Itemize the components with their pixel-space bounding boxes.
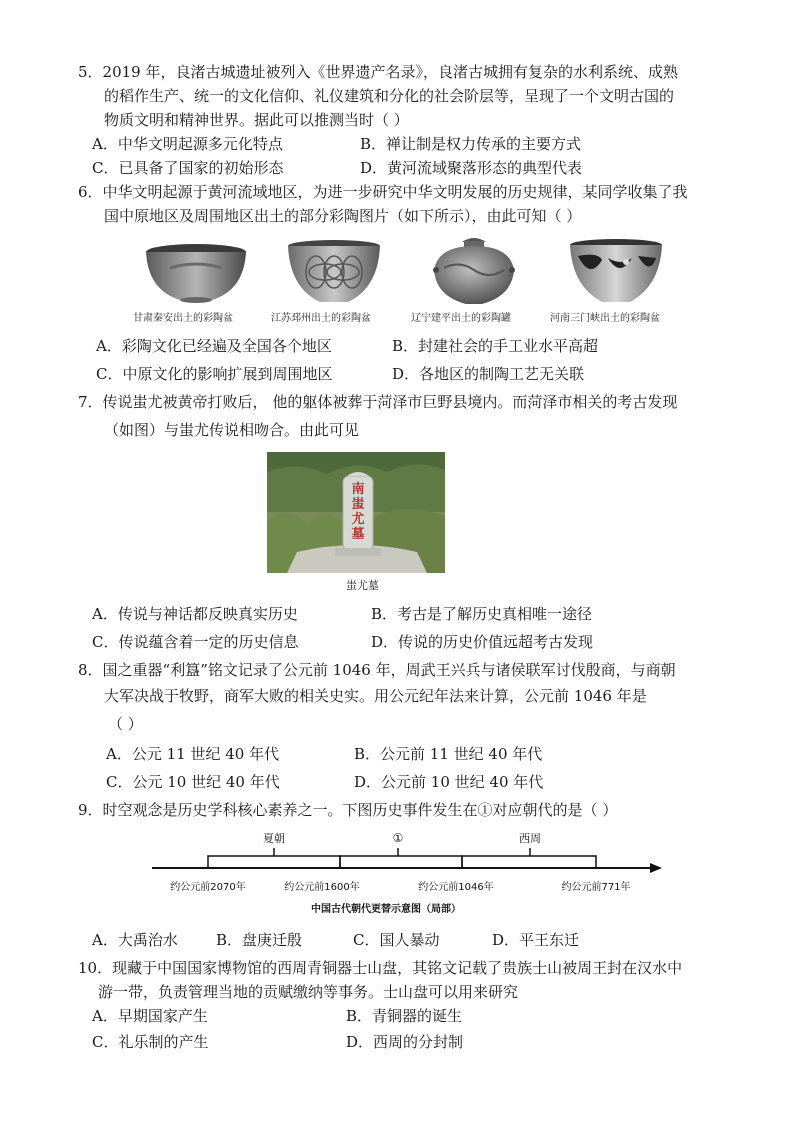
painted-pottery-basin-jiangsu-image [284,238,384,306]
question-6-option-b[interactable]: B．封建社会的手工业水平高超 [392,337,599,355]
timeline-caption: 中国古代朝代更替示意图（局部） [311,904,461,915]
chiyou-tomb-photo [267,452,445,573]
question-10-option-d[interactable]: D．西周的分封制 [346,1033,464,1051]
period-label-western-zhou: 西周 [519,832,541,845]
question-10-option-b[interactable]: B．青铜器的诞生 [346,1007,463,1025]
question-5-option-a[interactable]: A．中华文明起源多元化特点 [92,135,283,153]
question-5-option-b[interactable]: B．禅让制是权力传承的主要方式 [360,135,582,153]
question-8-option-a[interactable]: A．公元 11 世纪 40 年代 [106,745,280,763]
question-5-stem-line-3: 物质文明和精神世界。据此可以推测当时（ ） [104,111,409,129]
question-6-stem-line-2: 国中原地区及周围地区出土的部分彩陶图片（如下所示），由此可知（ ） [104,207,582,225]
date-label-2: 约公元前1600年 [284,882,360,893]
stone-inscription: 南蚩尤墓 [351,482,365,542]
question-8-option-c[interactable]: C．公元 10 世纪 40 年代 [106,773,280,791]
date-label-1: 约公元前2070年 [170,882,246,893]
question-7-stem-line-1: 7．传说蚩尤被黄帝打败后， 他的躯体被葬于菏泽市巨野县境内。而菏泽市相关的考古发现 [78,393,678,411]
question-7-option-d[interactable]: D．传说的历史价值远超考古发现 [371,633,594,651]
question-5-stem-line-2: 的稻作生产、统一的文化信仰、礼仪建筑和分化的社会阶层等，呈现了一个文明古国的 [104,87,675,105]
period-label-xia: 夏朝 [263,832,285,845]
question-6-option-a[interactable]: A．彩陶文化已经遍及全国各个地区 [96,337,332,355]
question-8-stem-line-3: （ ） [108,715,143,733]
dynasty-timeline-diagram [150,826,670,922]
question-8-stem-line-2: 大军决战于牧野，商军大败的相关史实。用公元纪年法来计算，公元前 1046 年是 [104,687,647,705]
question-10-stem-line-2: 游一带，负责管理当地的贡赋缴纳等事务。士山盘可以用来研究 [98,983,519,1001]
question-6-option-d[interactable]: D．各地区的制陶工艺无关联 [392,365,585,383]
question-5-option-d[interactable]: D．黄河流域聚落形态的典型代表 [360,159,583,177]
question-7-option-a[interactable]: A．传说与神话都反映真实历史 [92,605,298,623]
question-8-option-b[interactable]: B．公元前 11 世纪 40 年代 [354,745,543,763]
question-9-option-c[interactable]: C．国人暴动 [353,931,440,949]
date-label-4: 约公元前771年 [561,882,631,893]
question-7-stem-line-2: （如图）与蚩尤传说相吻合。由此可见 [104,421,360,439]
question-8-stem-line-1: 8．国之重器“利簋”铭文记录了公元前 1046 年，周武王兴兵与诸侯联军讨伐殷商，与商朝 [78,661,676,679]
question-6-stem-line-1: 6．中华文明起源于黄河流域地区，为进一步研究中华文明发展的历史规律，某同学收集了我 [78,183,688,201]
bracket-western-zhou [462,856,596,868]
question-5-option-c[interactable]: C．已具备了国家的初始形态 [92,159,284,177]
question-10-stem-line-1: 10．现藏于中国国家博物馆的西周青铜器士山盘，其铭文记载了贵族士山被周王封在汉水中 [78,959,683,977]
question-10-option-c[interactable]: C．礼乐制的产生 [92,1033,209,1051]
painted-pottery-basin-henan-image [566,236,666,306]
pottery-caption-3: 辽宁建平出土的彩陶罐 [411,313,511,324]
period-label-marker: ① [392,831,404,845]
pottery-caption-1: 甘肃秦安出土的彩陶盆 [133,313,233,324]
bracket-xia [208,856,340,868]
bracket-blank [340,856,462,868]
question-7-option-b[interactable]: B．考古是了解历史真相唯一途径 [371,605,593,623]
date-label-3: 约公元前1046年 [418,882,494,893]
question-9-option-b[interactable]: B．盘庚迁殷 [216,931,303,949]
question-7-option-c[interactable]: C．传说蕴含着一定的历史信息 [92,633,299,651]
painted-pottery-jar-liaoning-image [424,232,524,308]
photo-caption: 蚩尤墓 [346,579,379,592]
question-9-option-d[interactable]: D．平王东迁 [492,931,580,949]
question-9-option-a[interactable]: A．大禹治水 [92,931,178,949]
question-10-option-a[interactable]: A．早期国家产生 [92,1007,208,1025]
question-9-stem-line-1: 9．时空观念是历史学科核心素养之一。下图历史事件发生在①对应朝代的是（ ） [78,801,618,819]
pottery-caption-4: 河南三门峡出土的彩陶盆 [550,313,660,324]
question-5-stem-line-1: 5．2019 年，良渚古城遗址被列入《世界遗产名录》，良渚古城拥有复杂的水利系统、成熟 [78,63,678,81]
timeline-arrow-icon [650,863,662,873]
painted-pottery-basin-gansu-image [140,238,252,306]
question-6-option-c[interactable]: C．中原文化的影响扩展到周围地区 [96,365,333,383]
question-8-option-d[interactable]: D．公元前 10 世纪 40 年代 [354,773,544,791]
pottery-caption-2: 江苏邳州出土的彩陶盆 [271,313,371,324]
